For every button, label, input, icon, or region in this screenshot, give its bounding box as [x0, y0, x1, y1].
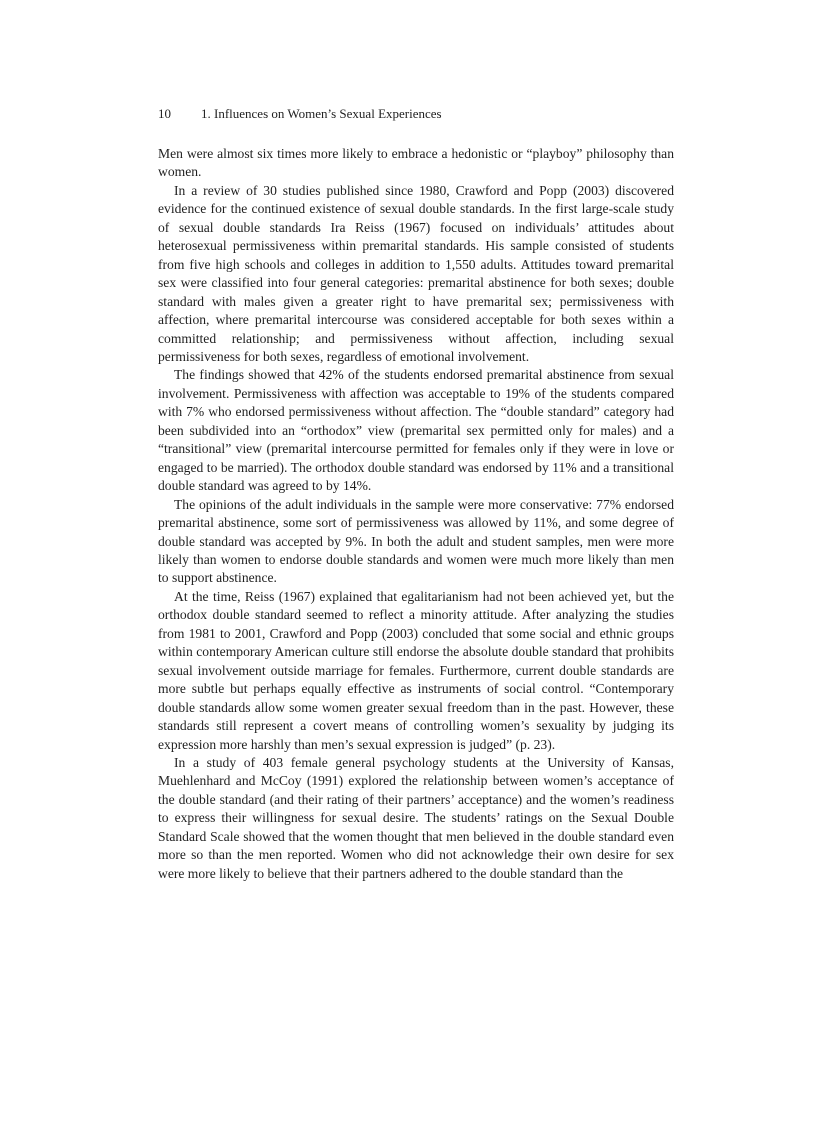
paragraph-6: In a study of 403 female general psychology students at the University of Kansas, Muehlenhard and McCoy (1991) explored the relationship between women’s acceptance of the double standard (and their rating of their partners’ acceptance) and the women’s readiness to express their willingness for sexual desire. The students’ ratings on the Sexual Double Standard Scale showed that the women thought that men believed in the double standard even more so than the men reported. Women who did not acknowledge their own desire for sex were more likely to believe that their partners adhered to the double standard than the: [158, 754, 674, 881]
page-number: 10: [158, 106, 171, 121]
paragraph-3: The findings showed that 42% of the students endorsed premarital abstinence from sexual involvement. Permissiveness with affection was acceptable to 19% of the students compared with 7% who endorsed permissiveness without affection. The “double standard” category had been subdivided into an “orthodox” view (premarital sex permitted only for males) and a “transitional” view (premarital intercourse permitted for females only if they were in love or engaged to be married). The orthodox double standard was endorsed by 11% and a transitional double standard was agreed to by 14%.: [158, 367, 674, 494]
paragraph-4: The opinions of the adult individuals in the sample were more conservative: 77% endorsed premarital abstinence, some sort of permissiveness was allowed by 11%, and some degree of double standard was accepted by 9%. In both the adult and student samples, men were more likely than women to endorse double standards and women were much more likely than men to support abstinence.: [158, 496, 674, 586]
body-text: [158, 145, 674, 883]
paragraph-5: At the time, Reiss (1967) explained that egalitarianism had not been achieved yet, but the orthodox double standard seemed to reflect a minority attitude. After analyzing the studies from 1981 to 2001, Crawford and Popp (2003) concluded that some social and ethnic groups within contemporary American culture still endorse the absolute double standard that prohibits sexual involvement outside marriage for females. Furthermore, current double standards are more subtle but perhaps equally effective as instruments of social control. “Contemporary double standards allow some women greater sexual freedom than in the past. However, these standards still represent a covert means of controlling women’s sexuality by judging its expression more harshly than men’s sexual expression is judged” (p. 23).: [158, 588, 674, 752]
paragraph-1: Men were almost six times more likely to embrace a hedonistic or “playboy” philosophy than women.: [158, 146, 674, 180]
chapter-title: 1. Influences on Women’s Sexual Experiences: [201, 106, 442, 121]
running-head: [158, 106, 674, 122]
paragraph-2: In a review of 30 studies published since 1980, Crawford and Popp (2003) discovered evidence for the continued existence of sexual double standards. In the first large-scale study of sexual double standards Ira Reiss (1967) focused on individuals’ attitudes about heterosexual permissiveness within premarital standards. His sample consisted of students from five high schools and colleges in addition to 1,550 adults. Attitudes toward premarital sex were classified into four general categories: premarital abstinence for both sexes; double standard with males given a greater right to have premarital sex; permissiveness with affection, where premarital intercourse was considered acceptable for both sexes within a committed relationship; and permissiveness without affection, including sexual permissiveness for both sexes, regardless of emotional involvement.: [158, 182, 674, 364]
